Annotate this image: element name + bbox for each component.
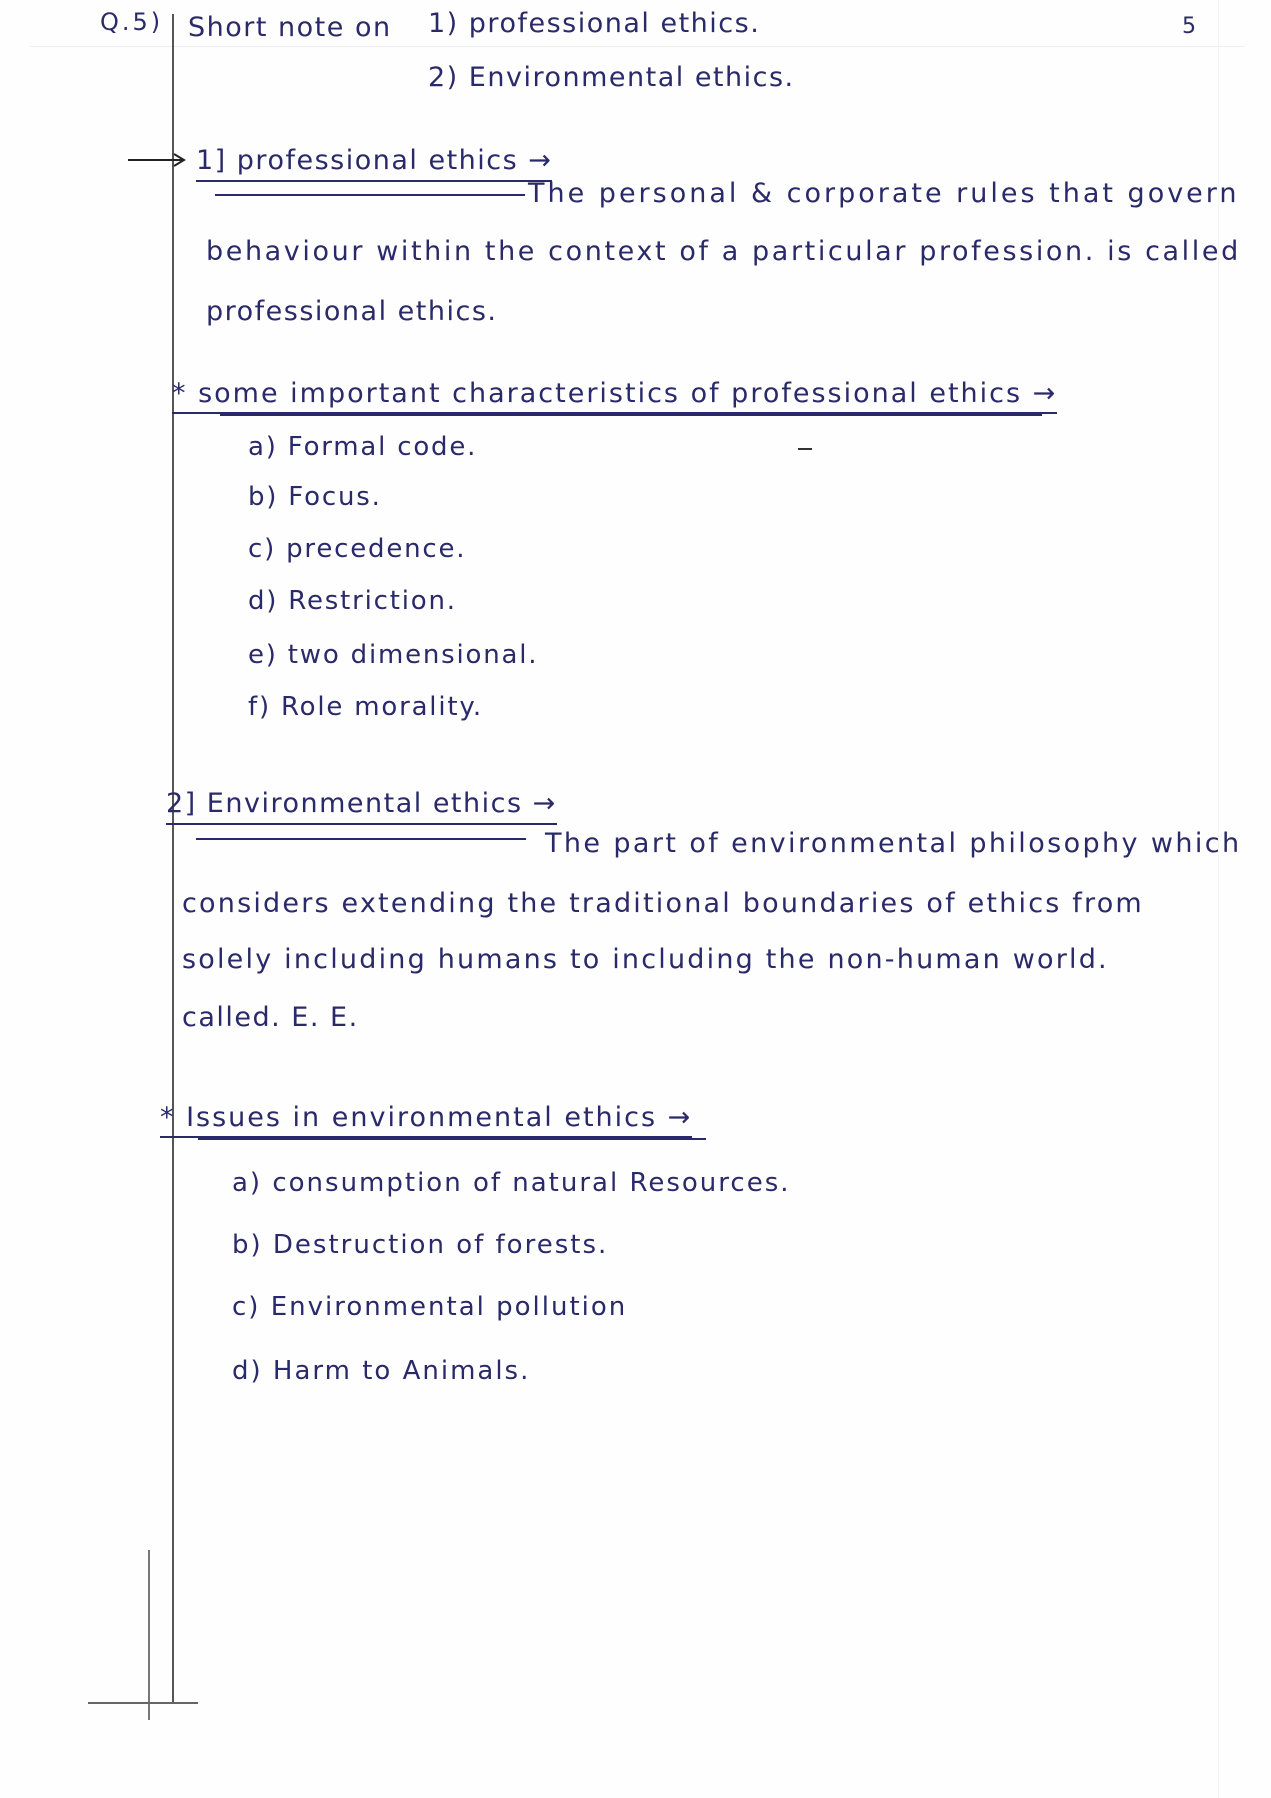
question-item-1: 1) professional ethics. [428, 8, 761, 39]
page-number: 5 [1182, 14, 1198, 39]
question-title: Short note on [188, 12, 392, 43]
section2-paragraph-line3: solely including humans to including the non-human world. [182, 944, 1109, 975]
list-item: d) Restriction. [248, 586, 457, 616]
section1-heading: 1] professional ethics → [196, 145, 552, 182]
list-item: f) Role morality. [248, 692, 483, 722]
section2-subheading: * Issues in environmental ethics → [160, 1102, 692, 1138]
margin-line [172, 14, 174, 1704]
list-item: e) two dimensional. [248, 640, 539, 670]
list-item: a) consumption of natural Resources. [232, 1168, 791, 1198]
section1-subheading-double-underline [220, 414, 1042, 416]
list-item: b) Destruction of forests. [232, 1230, 609, 1260]
arrow-right-icon [128, 150, 188, 170]
section1-paragraph-line2: behaviour within the context of a particular profession. is called [206, 236, 1241, 267]
list-item: b) Focus. [248, 482, 382, 512]
margin-line-lower [148, 1550, 150, 1720]
question-item-2: 2) Environmental ethics. [428, 62, 795, 93]
section1-subheading: * some important characteristics of professional ethics → [172, 378, 1057, 414]
stray-dash-mark [798, 448, 812, 450]
section1-paragraph-line1: The personal & corporate rules that govern [528, 178, 1240, 209]
list-item: a) Formal code. [248, 432, 478, 462]
list-item: c) precedence. [248, 534, 467, 564]
section2-paragraph-line4: called. E. E. [182, 1002, 359, 1033]
section2-heading-double-underline [196, 838, 526, 840]
page-right-edge [1218, 0, 1219, 1798]
bottom-rule-line [88, 1702, 198, 1704]
section2-heading: 2] Environmental ethics → [166, 788, 557, 825]
list-item: c) Environmental pollution [232, 1292, 628, 1322]
section2-subheading-double-underline [198, 1138, 706, 1140]
section2-paragraph-line1: The part of environmental philosophy which [545, 828, 1242, 859]
section1-heading-double-underline [215, 194, 525, 196]
section2-paragraph-line2: considers extending the traditional boundaries of ethics from [182, 888, 1144, 919]
section1-paragraph-line3: professional ethics. [206, 296, 498, 327]
list-item: d) Harm to Animals. [232, 1356, 531, 1386]
question-label: Q.5) [100, 8, 164, 36]
top-rule-line [30, 46, 1245, 47]
